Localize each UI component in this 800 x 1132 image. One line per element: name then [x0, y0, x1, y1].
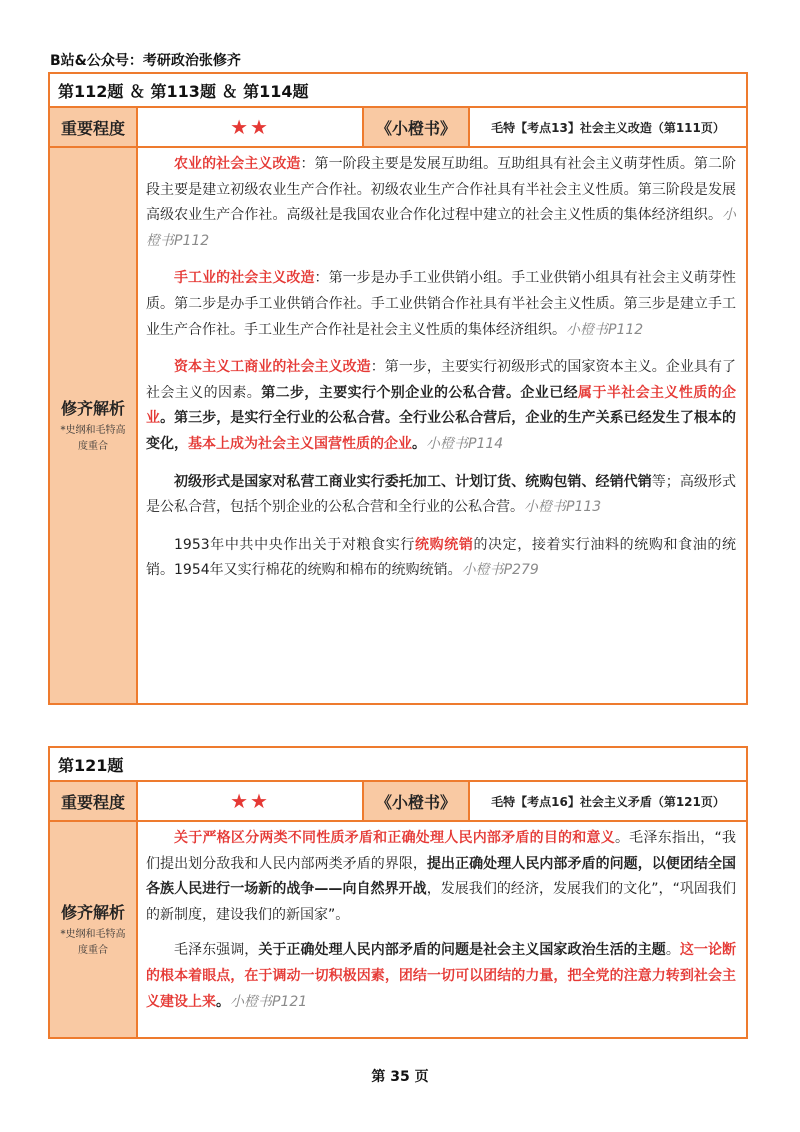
- paragraph-grain: [146, 533, 736, 584]
- meta-row: [50, 782, 746, 822]
- importance-label: 重要程度: [50, 782, 138, 820]
- paragraph-forms: [146, 470, 736, 521]
- book-reference: 毛特【考点13】社会主义改造（第111页）: [491, 120, 725, 135]
- citation: 小橙书P121: [230, 993, 308, 1010]
- bold-text: 。: [216, 993, 230, 1010]
- paragraph-agriculture: [146, 152, 736, 254]
- paragraph-contradictions: [146, 826, 736, 928]
- card-title: 第121题: [50, 748, 746, 782]
- body-text: 。毛泽东指出，“我们提出划分敌我和人民内部两类矛盾的界限，: [146, 830, 736, 872]
- importance-label: 重要程度: [50, 108, 138, 146]
- analysis-note: *史纲和毛特高度重合: [60, 929, 126, 956]
- question-card-112-114: [48, 72, 748, 705]
- body-text: 毛泽东强调，: [174, 942, 259, 959]
- citation: 小橙书P113: [524, 499, 602, 516]
- analysis-label: 修齐解析: [60, 399, 125, 418]
- bold-text: 初级形式是国家对私营工商业实行委托加工、计划订货、统购包销、经销代销: [174, 473, 652, 490]
- importance-stars: ★★: [138, 782, 364, 820]
- bold-text: 提出正确处理人民内部矛盾的问题，以便团结全国各族人民进行一场新的战争——向自然界开战: [146, 855, 737, 898]
- paragraph-theme: [146, 938, 736, 1015]
- bold-text: 。第三步，是实行全行业的公私合营。全行业公私合营后，企业的生产关系已经发生了根本的变化，: [146, 410, 737, 452]
- page-header: B站&公众号：考研政治张修齐: [50, 53, 241, 69]
- analysis-side: [50, 822, 138, 1037]
- highlight-text: 资本主义工商业的社会主义改造: [174, 359, 371, 376]
- highlight-text: 属于半社会主义性质的企业: [146, 384, 737, 427]
- citation: 小橙书P279: [461, 562, 539, 579]
- citation: 小橙书P112: [566, 321, 644, 338]
- importance-stars: ★★: [138, 108, 364, 146]
- question-card-121: [48, 746, 748, 1039]
- page-number: 第 35 页: [371, 1069, 429, 1085]
- bold-text: 第二步，主要实行个别企业的公私合营。企业已经: [261, 384, 579, 401]
- book-label: 《小橙书》: [364, 782, 470, 820]
- citation: 小橙书P112: [146, 207, 736, 249]
- bold-text: 关于正确处理人民内部矛盾的问题是社会主义国家政治生活的主题: [258, 942, 666, 959]
- body-text: 的决定，接着实行油料的统购和食油的统销。1954年又实行棉花的统购和棉布的统购统销。: [146, 536, 736, 579]
- body-text: ：第一步，主要实行初级形式的国家资本主义。企业具有了社会主义的因素。: [146, 359, 736, 401]
- analysis-row: [50, 822, 746, 1037]
- body-text: 。: [665, 942, 680, 959]
- analysis-side: [50, 148, 138, 703]
- body-text: 1953年中共中央作出关于对粮食实行: [174, 536, 415, 553]
- paragraph-handicraft: [146, 266, 736, 343]
- book-reference: 毛特【考点16】社会主义矛盾（第121页）: [491, 794, 725, 809]
- analysis-label: 修齐解析: [60, 903, 125, 922]
- body-text: ：第一阶段主要是发展互助组。互助组具有社会主义萌芽性质。第二阶段主要是建立初级农业生产合作社。初级农业生产合作社具有半社会主义性质。第三阶段是发展高级农业生产合作社。高级社是我国农业合作化过程中建立的社会主义性质的集体经济组织。: [146, 156, 737, 224]
- book-label: 《小橙书》: [364, 108, 470, 146]
- analysis-row: [50, 148, 746, 703]
- bold-text: 。: [412, 435, 426, 452]
- paragraph-capitalist-industry: [146, 355, 736, 457]
- highlight-text: 关于严格区分两类不同性质矛盾和正确处理人民内部矛盾的目的和意义: [174, 830, 615, 846]
- highlight-text: 统购统销: [414, 536, 474, 553]
- analysis-note: *史纲和毛特高度重合: [60, 425, 126, 452]
- card-title: 第112题 ＆ 第113题 ＆ 第114题: [50, 74, 746, 108]
- body-text: ：第一步是办手工业供销小组。手工业供销小组具有社会主义萌芽性质。第二步是办手工业供销合作社。手工业供销合作社具有半社会主义性质。第三步是建立手工业生产合作社。手工业生产合作社是社会主义性质的集体经济组织。: [146, 270, 737, 338]
- analysis-content: [138, 822, 746, 1037]
- citation: 小橙书P114: [426, 435, 504, 452]
- body-text: ，发展我们的经济，发展我们的文化”，“巩固我们的新制度，建设我们的新国家”。: [146, 881, 736, 923]
- body-text: 等；高级形式是公私合营，包括个别企业的公私合营和全行业的公私合营。: [146, 473, 737, 516]
- highlight-text: 这一论断的根本着眼点，在于调动一切积极因素，团结一切可以团结的力量，把全党的注意力转到社会主义建设上来: [146, 942, 737, 1010]
- meta-row: [50, 108, 746, 148]
- analysis-content: [138, 148, 746, 703]
- highlight-text: 基本上成为社会主义国营性质的企业: [188, 435, 412, 452]
- highlight-text: 农业的社会主义改造: [174, 156, 301, 172]
- highlight-text: 手工业的社会主义改造: [174, 270, 315, 287]
